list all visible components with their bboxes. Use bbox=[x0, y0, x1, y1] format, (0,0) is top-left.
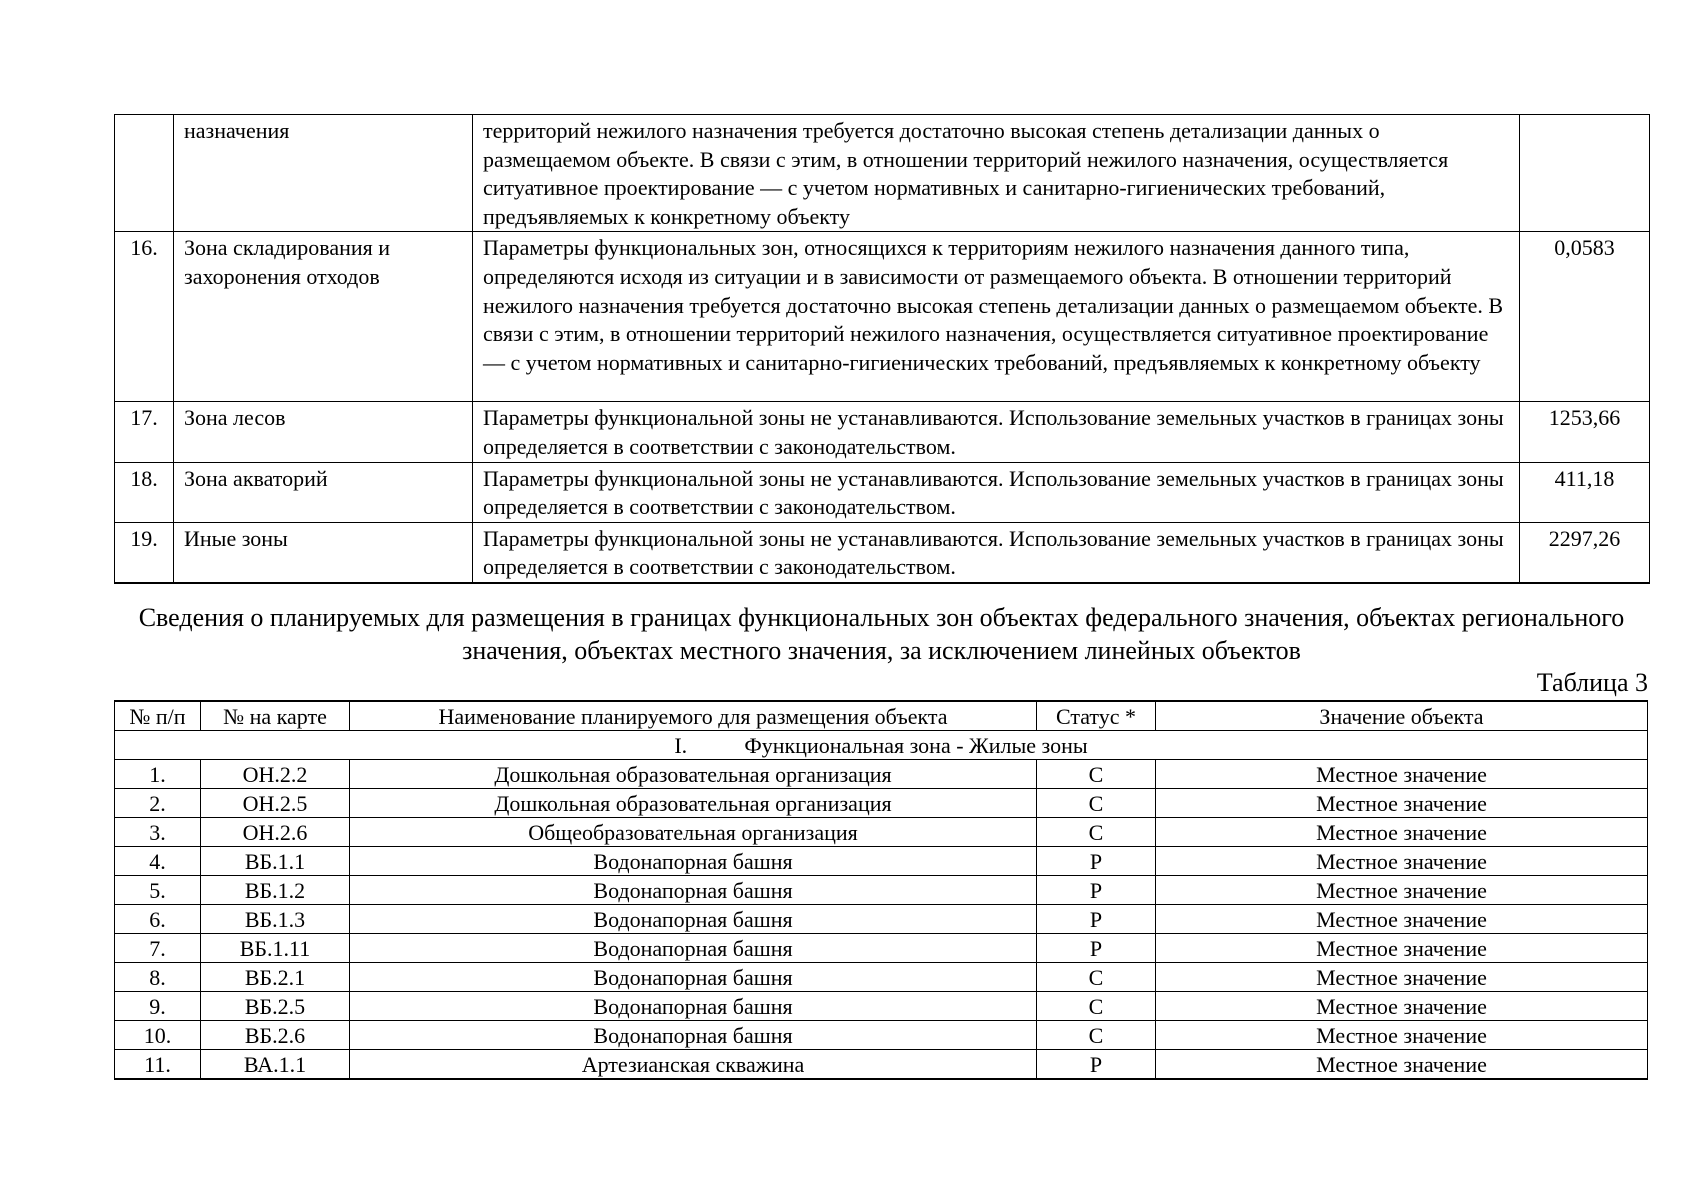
object-name: Артезианская скважина bbox=[350, 1050, 1037, 1080]
zone-name: Зона акваторий bbox=[174, 462, 473, 522]
object-name: Дошкольная образовательная организация bbox=[350, 789, 1037, 818]
object-significance: Местное значение bbox=[1156, 818, 1648, 847]
zone-name: назначения bbox=[174, 115, 473, 232]
zone-group-number: I. bbox=[674, 732, 688, 758]
object-significance: Местное значение bbox=[1156, 847, 1648, 876]
object-map-num: ВБ.2.6 bbox=[201, 1021, 350, 1050]
zone-area: 411,18 bbox=[1520, 462, 1650, 522]
table-row bbox=[115, 934, 1648, 963]
zone-name: Иные зоны bbox=[174, 522, 473, 583]
object-num: 4. bbox=[115, 847, 201, 876]
object-num: 9. bbox=[115, 992, 201, 1021]
table-row bbox=[115, 760, 1648, 789]
object-map-num: ВБ.1.2 bbox=[201, 876, 350, 905]
object-status: С bbox=[1037, 1021, 1156, 1050]
object-name: Водонапорная башня bbox=[350, 876, 1037, 905]
object-num: 7. bbox=[115, 934, 201, 963]
zone-row bbox=[115, 462, 1650, 522]
zone-group-row bbox=[115, 731, 1648, 760]
object-significance: Местное значение bbox=[1156, 934, 1648, 963]
object-name: Водонапорная башня bbox=[350, 1021, 1037, 1050]
object-status: С bbox=[1037, 789, 1156, 818]
zone-parameters: Параметры функциональных зон, относящихся к территориям нежилого назначения данного типа, определяются исходя из ситуации и в зависимости от размещаемого объекта. В отношении территорий нежилого назначения требуется достаточно высокая степень детализации данных о размещаемом объекте. В связи с этим, в отношении территорий нежилого назначения, осуществляется ситуативное проектирование — с учетом нормативных и санитарно-гигиенических требований, предъявляемых к конкретному объекту bbox=[473, 232, 1520, 402]
object-status: С bbox=[1037, 760, 1156, 789]
object-map-num: ВА.1.1 bbox=[201, 1050, 350, 1080]
object-num: 2. bbox=[115, 789, 201, 818]
object-significance: Местное значение bbox=[1156, 963, 1648, 992]
section-title: Сведения о планируемых для размещения в границах функциональных зон объектах федерального значения, объектах регионального значения, объектах местного значения, за исключением линейных объектов bbox=[138, 603, 1625, 665]
object-name: Дошкольная образовательная организация bbox=[350, 760, 1037, 789]
zone-area: 2297,26 bbox=[1520, 522, 1650, 583]
header-status: Статус * bbox=[1037, 701, 1156, 731]
object-num: 5. bbox=[115, 876, 201, 905]
object-status: Р bbox=[1037, 905, 1156, 934]
object-name: Общеобразовательная организация bbox=[350, 818, 1037, 847]
object-status: Р bbox=[1037, 876, 1156, 905]
object-significance: Местное значение bbox=[1156, 876, 1648, 905]
object-name: Водонапорная башня bbox=[350, 934, 1037, 963]
header-significance: Значение объекта bbox=[1156, 701, 1648, 731]
zone-row bbox=[115, 522, 1650, 583]
object-significance: Местное значение bbox=[1156, 1021, 1648, 1050]
table-row bbox=[115, 963, 1648, 992]
object-status: Р bbox=[1037, 1050, 1156, 1080]
zone-number: 16. bbox=[115, 232, 174, 402]
object-significance: Местное значение bbox=[1156, 992, 1648, 1021]
header-map-num: № на карте bbox=[201, 701, 350, 731]
zone-parameters: Параметры функциональной зоны не устанавливаются. Использование земельных участков в границах зоны определяется в соответствии с законодательством. bbox=[473, 462, 1520, 522]
object-map-num: ВБ.1.11 bbox=[201, 934, 350, 963]
zone-row bbox=[115, 232, 1650, 402]
zone-row bbox=[115, 402, 1650, 462]
object-map-num: ОН.2.6 bbox=[201, 818, 350, 847]
object-num: 3. bbox=[115, 818, 201, 847]
object-name: Водонапорная башня bbox=[350, 963, 1037, 992]
table-header-row bbox=[115, 701, 1648, 731]
zone-area bbox=[1520, 115, 1650, 232]
table-row bbox=[115, 1021, 1648, 1050]
table-row bbox=[115, 818, 1648, 847]
object-status: С bbox=[1037, 992, 1156, 1021]
object-significance: Местное значение bbox=[1156, 1050, 1648, 1080]
zone-parameters: Параметры функциональной зоны не устанавливаются. Использование земельных участков в границах зоны определяется в соответствии с законодательством. bbox=[473, 402, 1520, 462]
functional-zones-table bbox=[114, 114, 1650, 584]
object-num: 6. bbox=[115, 905, 201, 934]
planned-objects-table bbox=[114, 700, 1648, 1080]
zone-name: Зона лесов bbox=[174, 402, 473, 462]
object-status: С bbox=[1037, 963, 1156, 992]
object-map-num: ВБ.1.3 bbox=[201, 905, 350, 934]
zone-group-cell bbox=[115, 731, 1648, 760]
zone-number: 17. bbox=[115, 402, 174, 462]
zone-row bbox=[115, 115, 1650, 232]
header-num: № п/п bbox=[115, 701, 201, 731]
object-name: Водонапорная башня bbox=[350, 992, 1037, 1021]
object-num: 8. bbox=[115, 963, 201, 992]
table-row bbox=[115, 789, 1648, 818]
object-num: 1. bbox=[115, 760, 201, 789]
object-num: 10. bbox=[115, 1021, 201, 1050]
object-map-num: ВБ.2.5 bbox=[201, 992, 350, 1021]
zone-parameters: территорий нежилого назначения требуется достаточно высокая степень детализации данных о размещаемом объекте. В связи с этим, в отношении территорий нежилого назначения, осуществляется ситуативное проектирование — с учетом нормативных и санитарно-гигиенических требований, предъявляемых к конкретному объекту bbox=[473, 115, 1520, 232]
zone-area: 1253,66 bbox=[1520, 402, 1650, 462]
object-significance: Местное значение bbox=[1156, 789, 1648, 818]
object-map-num: ОН.2.2 bbox=[201, 760, 350, 789]
zone-parameters: Параметры функциональной зоны не устанавливаются. Использование земельных участков в границах зоны определяется в соответствии с законодательством. bbox=[473, 522, 1520, 583]
zone-number: 19. bbox=[115, 522, 174, 583]
object-map-num: ОН.2.5 bbox=[201, 789, 350, 818]
table-row bbox=[115, 847, 1648, 876]
table-row bbox=[115, 992, 1648, 1021]
zone-group-label: Функциональная зона - Жилые зоны bbox=[744, 732, 1088, 758]
zone-number bbox=[115, 115, 174, 232]
object-map-num: ВБ.2.1 bbox=[201, 963, 350, 992]
table-row bbox=[115, 905, 1648, 934]
object-map-num: ВБ.1.1 bbox=[201, 847, 350, 876]
table-row bbox=[115, 876, 1648, 905]
object-num: 11. bbox=[115, 1050, 201, 1080]
table-row bbox=[115, 1050, 1648, 1080]
header-object-name: Наименование планируемого для размещения объекта bbox=[350, 701, 1037, 731]
zone-number: 18. bbox=[115, 462, 174, 522]
zone-name: Зона складирования и захоронения отходов bbox=[174, 232, 473, 402]
table-caption: Таблица 3 bbox=[1536, 668, 1648, 697]
object-significance: Местное значение bbox=[1156, 905, 1648, 934]
object-significance: Местное значение bbox=[1156, 760, 1648, 789]
zone-area: 0,0583 bbox=[1520, 232, 1650, 402]
object-status: Р bbox=[1037, 934, 1156, 963]
object-status: Р bbox=[1037, 847, 1156, 876]
object-status: С bbox=[1037, 818, 1156, 847]
object-name: Водонапорная башня bbox=[350, 905, 1037, 934]
object-name: Водонапорная башня bbox=[350, 847, 1037, 876]
